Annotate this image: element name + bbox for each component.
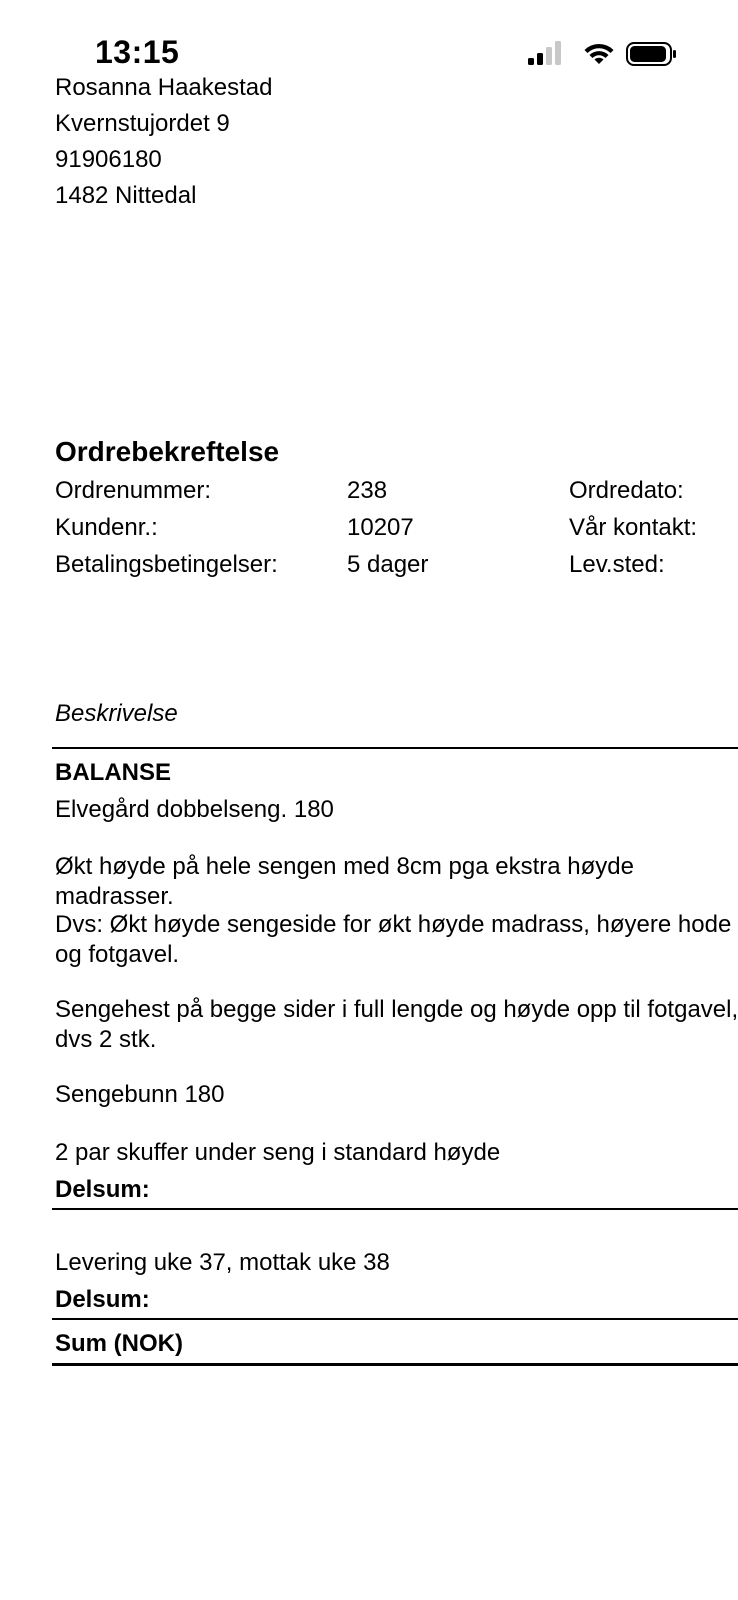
order-date-label: Ordredato:: [569, 477, 684, 504]
group-title: BALANSE: [55, 759, 172, 786]
delivery-place-label: Lev.sted:: [569, 551, 665, 578]
total-label: Sum (NOK): [55, 1330, 183, 1357]
line-item: Elvegård dobbelseng. 180: [55, 796, 334, 823]
line-item: 2 par skuffer under seng i standard høyde: [55, 1139, 501, 1166]
line-item: Dvs: Økt høyde sengeside for økt høyde madrass, høyere hode og fotgavel.: [55, 911, 732, 968]
subtotal-divider: [52, 1208, 738, 1210]
subtotal-divider: [52, 1318, 738, 1320]
line-item: Sengehest på begge sider i full lengde og høyde opp til fotgavel, dvs 2 stk.: [55, 996, 738, 1053]
order-number-label: Ordrenummer:: [55, 477, 212, 504]
customer-street: Kvernstujordet 9: [55, 110, 230, 137]
customer-postal: 1482 Nittedal: [55, 182, 197, 209]
header-divider: [52, 747, 738, 749]
document-title: Ordrebekreftelse: [55, 436, 280, 467]
total-divider: [52, 1363, 738, 1366]
payment-terms-label: Betalingsbetingelser:: [55, 551, 278, 578]
subtotal-label: Delsum:: [55, 1286, 150, 1313]
order-number-value: 238: [347, 477, 388, 504]
description-column-header: Beskrivelse: [55, 700, 178, 727]
subtotal-label: Delsum:: [55, 1176, 150, 1203]
customer-name: Rosanna Haakestad: [55, 74, 273, 101]
customer-number-label: Kundenr.:: [55, 514, 158, 541]
line-item: Levering uke 37, mottak uke 38: [55, 1249, 390, 1276]
status-bar-time: 13:15: [95, 34, 180, 70]
customer-number-value: 10207: [347, 514, 414, 541]
our-contact-label: Vår kontakt:: [569, 514, 698, 541]
payment-terms-value: 5 dager: [347, 551, 429, 578]
customer-phone: 91906180: [55, 146, 162, 173]
line-item: Økt høyde på hele sengen med 8cm pga ekstra høyde madrasser.: [55, 853, 634, 910]
line-item: Sengebunn 180: [55, 1081, 225, 1108]
